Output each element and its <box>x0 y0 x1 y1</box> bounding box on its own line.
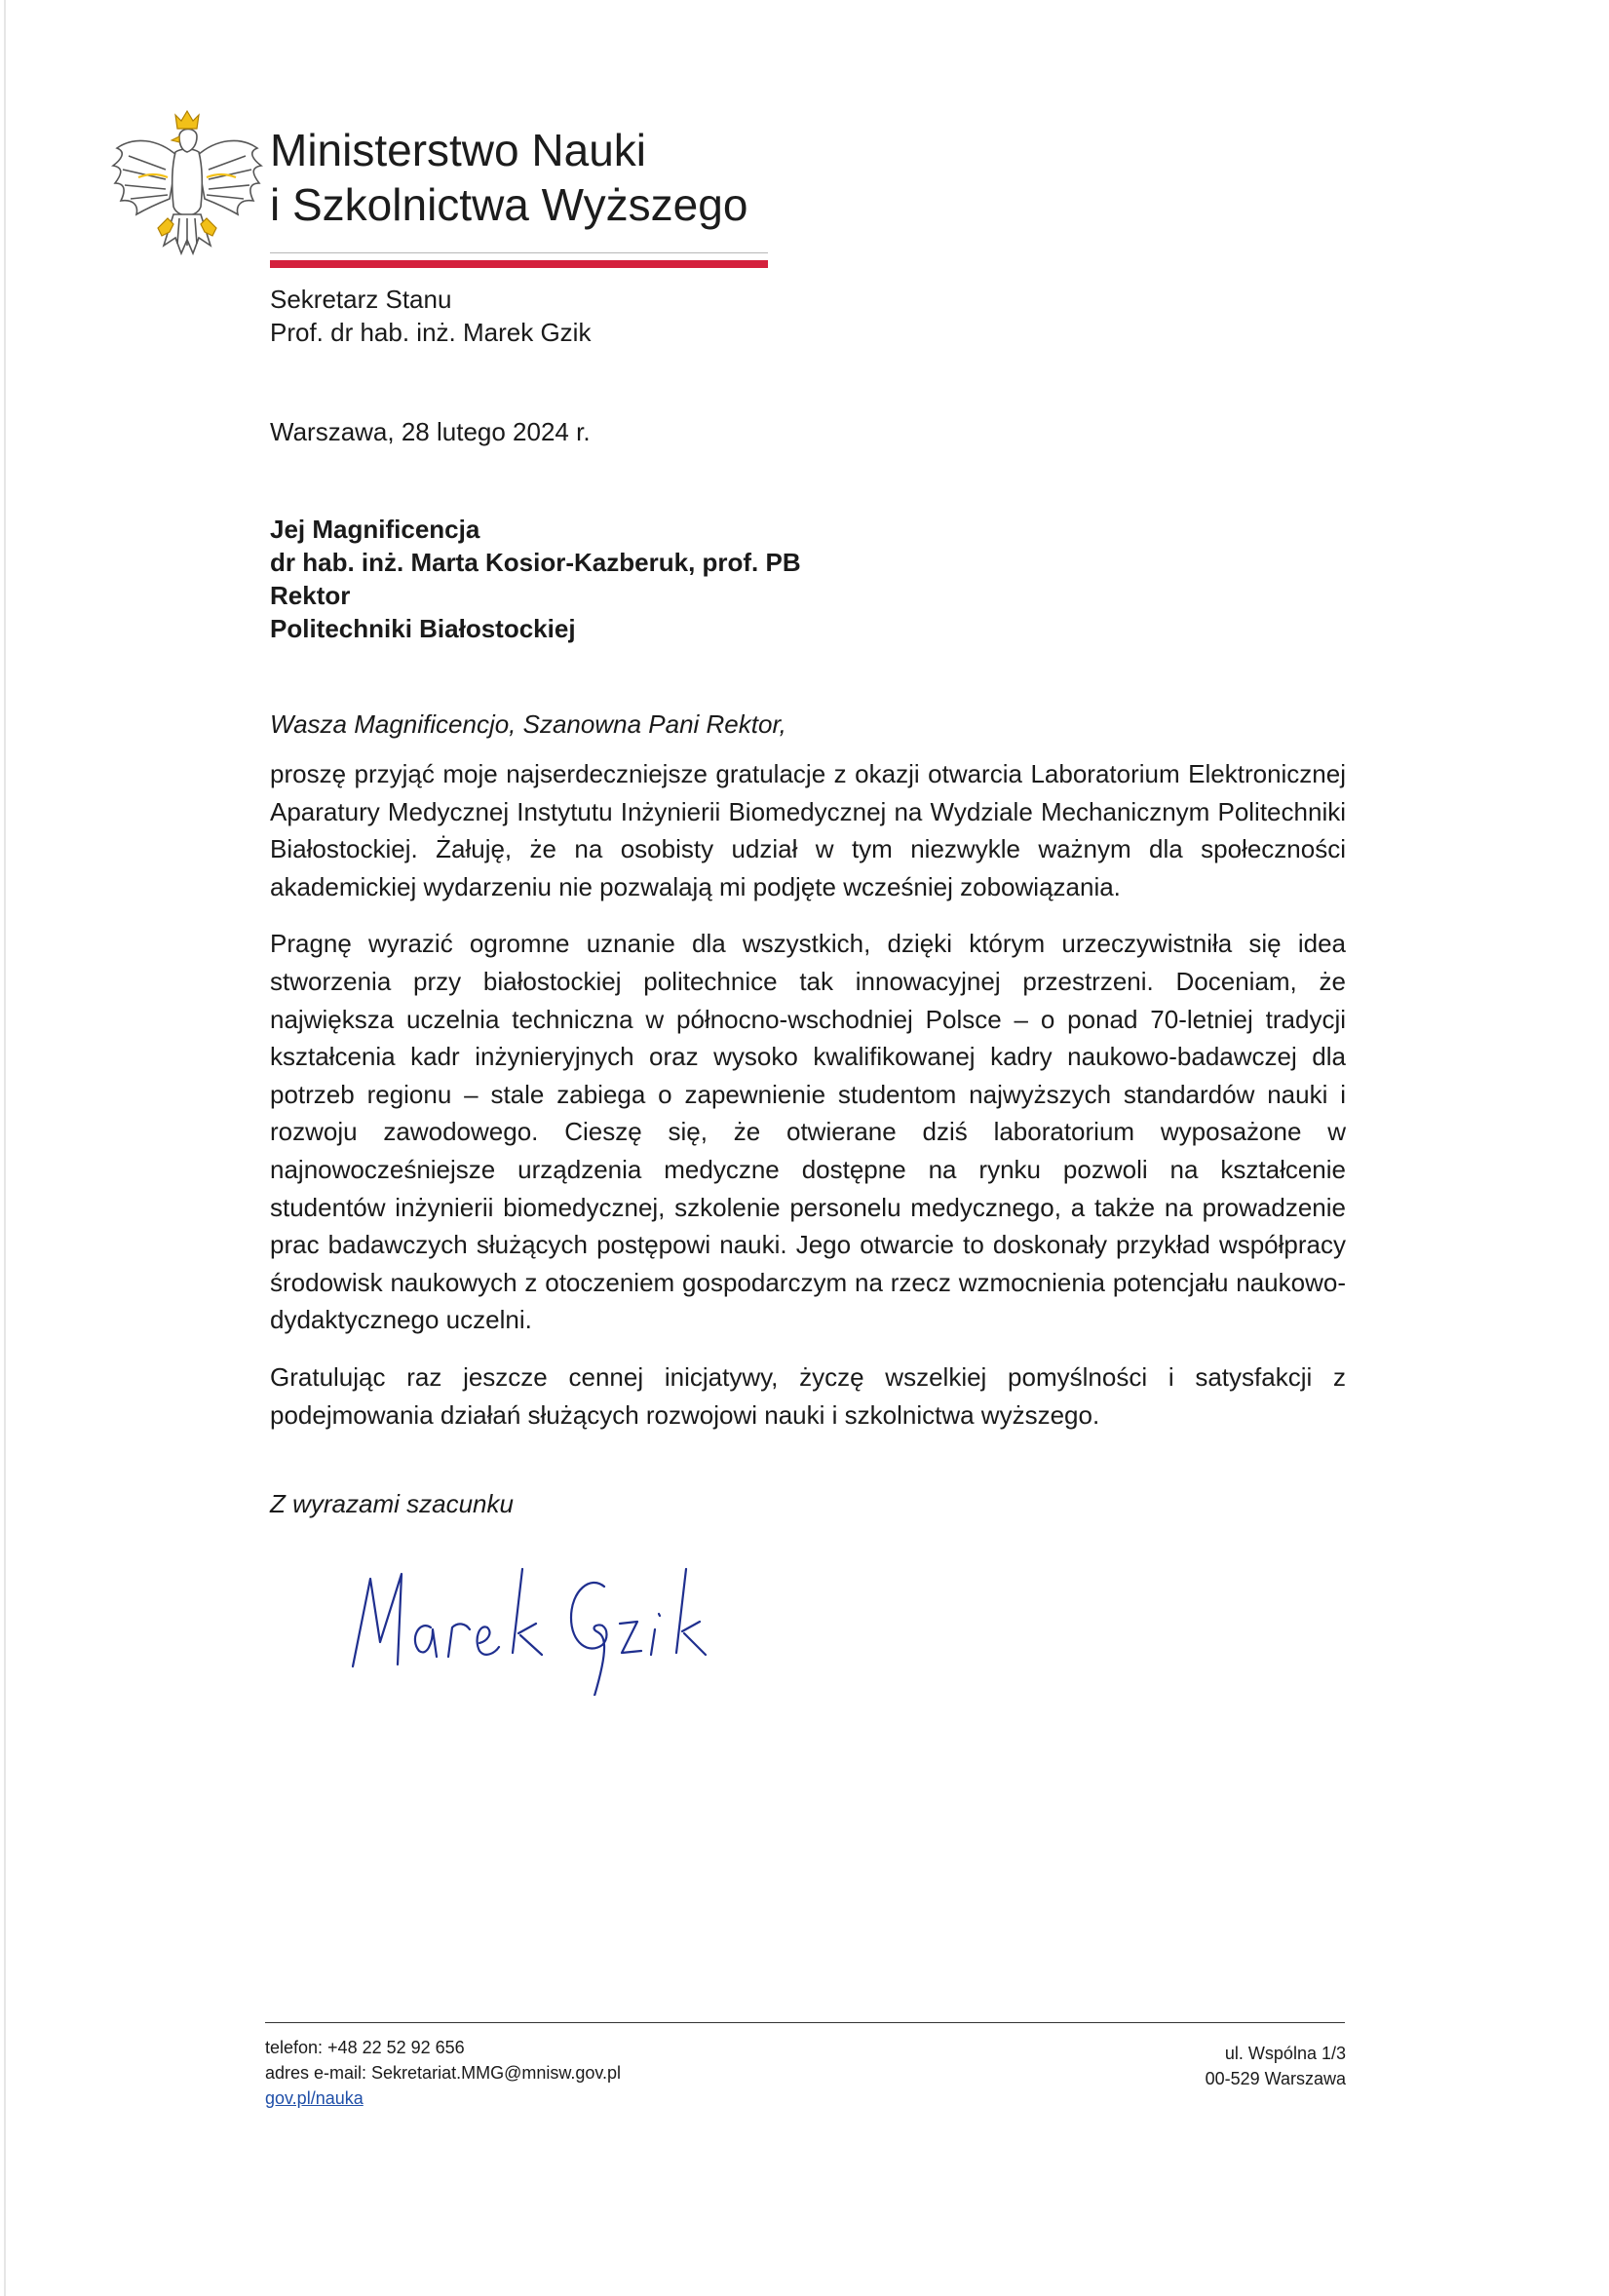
footer-phone: telefon: +48 22 52 92 656 <box>265 2038 465 2057</box>
white-eagle-emblem-icon <box>109 109 265 270</box>
footer-website-link[interactable]: gov.pl/nauka <box>265 2088 364 2108</box>
handwritten-signature <box>341 1550 750 1696</box>
header-red-rule <box>270 260 768 268</box>
footer-address-street: ul. Wspólna 1/3 <box>1224 2044 1346 2063</box>
body-paragraph: Gratulując raz jeszcze cennej inicjatywy, życzę wszelkiej pomyślności i satysfakcji z podejmowania działań służących rozwojowi nauki i szkolnictwa wyższego. <box>270 1361 1346 1430</box>
recipient-position: Rektor <box>270 581 351 610</box>
ministry-name-line1: Ministerstwo Nauki <box>270 125 646 175</box>
body-paragraph: proszę przyjąć moje najserdeczniejsze gratulacje z okazji otwarcia Laboratorium Elektronicznej Aparatury Medycznej Instytutu Inżynierii Biomedycznej na Wydziale Mechanicznym Politechniki Białostockiej. Żałuję, że na osobisty udział w tym niezwykle ważnym dla społeczności akademickiej wydarzeniu nie pozwalają mi podjęte wcześniej zobowiązania. <box>270 759 1346 901</box>
footer-address <box>1206 2041 1346 2091</box>
salutation: Wasza Magnificencjo, Szanowna Pani Rektor, <box>270 709 786 739</box>
letter-body <box>270 755 1346 1453</box>
sender-block <box>270 283 591 349</box>
scan-edge-line <box>4 0 6 2296</box>
ministry-name <box>270 123 747 232</box>
sender-title: Sekretarz Stanu <box>270 285 452 314</box>
recipient-block <box>270 513 801 645</box>
footer-rule <box>265 2022 1345 2023</box>
header-thin-rule <box>270 252 768 253</box>
recipient-name: dr hab. inż. Marta Kosior-Kazberuk, prof. PB <box>270 548 801 577</box>
footer-address-city: 00-529 Warszawa <box>1205 2069 1346 2088</box>
letter-date: Warszawa, 28 lutego 2024 r. <box>270 417 591 446</box>
body-paragraph: Pragnę wyrazić ogromne uznanie dla wszystkich, dzięki którym urzeczywistniła się idea stworzenia przy białostockiej politechnice tak innowacyjnej przestrzeni. Doceniam, że największa uczelnia techniczna w północno-wschodniej Polsce – o ponad 70-letniej tradycji kształcenia kadr inżynieryjnych oraz wysoko kwalifikowanej kadry naukowo-badawczej dla potrzeb regionu – stale zabiega o zapewnienie studentom najwyższych standardów nauki i rozwoju zawodowego. Cieszę się, że otwierane dziś laboratorium wyposażone w najnowocześniejsze urządzenia medyczne dostępne na rynku pozwoli na kształcenie studentów inżynierii biomedycznej, szkolenie personelu medycznego, a także na prowadzenie prac badawczych służących postępowi nauki. Jego otwarcie to doskonały przykład współpracy środowisk naukowych z otoczeniem gospodarczym na rzecz wzmocnienia potencjału naukowo-dydaktycznego uczelni. <box>270 929 1346 1335</box>
recipient-institution: Politechniki Białostockiej <box>270 614 576 643</box>
closing-phrase: Z wyrazami szacunku <box>270 1489 514 1518</box>
recipient-honorific: Jej Magnificencja <box>270 515 480 544</box>
sender-name: Prof. dr hab. inż. Marek Gzik <box>270 318 592 347</box>
ministry-name-line2: i Szkolnictwa Wyższego <box>270 179 748 230</box>
footer-contact <box>265 2035 621 2111</box>
footer-email: adres e-mail: Sekretariat.MMG@mnisw.gov.pl <box>265 2063 622 2083</box>
